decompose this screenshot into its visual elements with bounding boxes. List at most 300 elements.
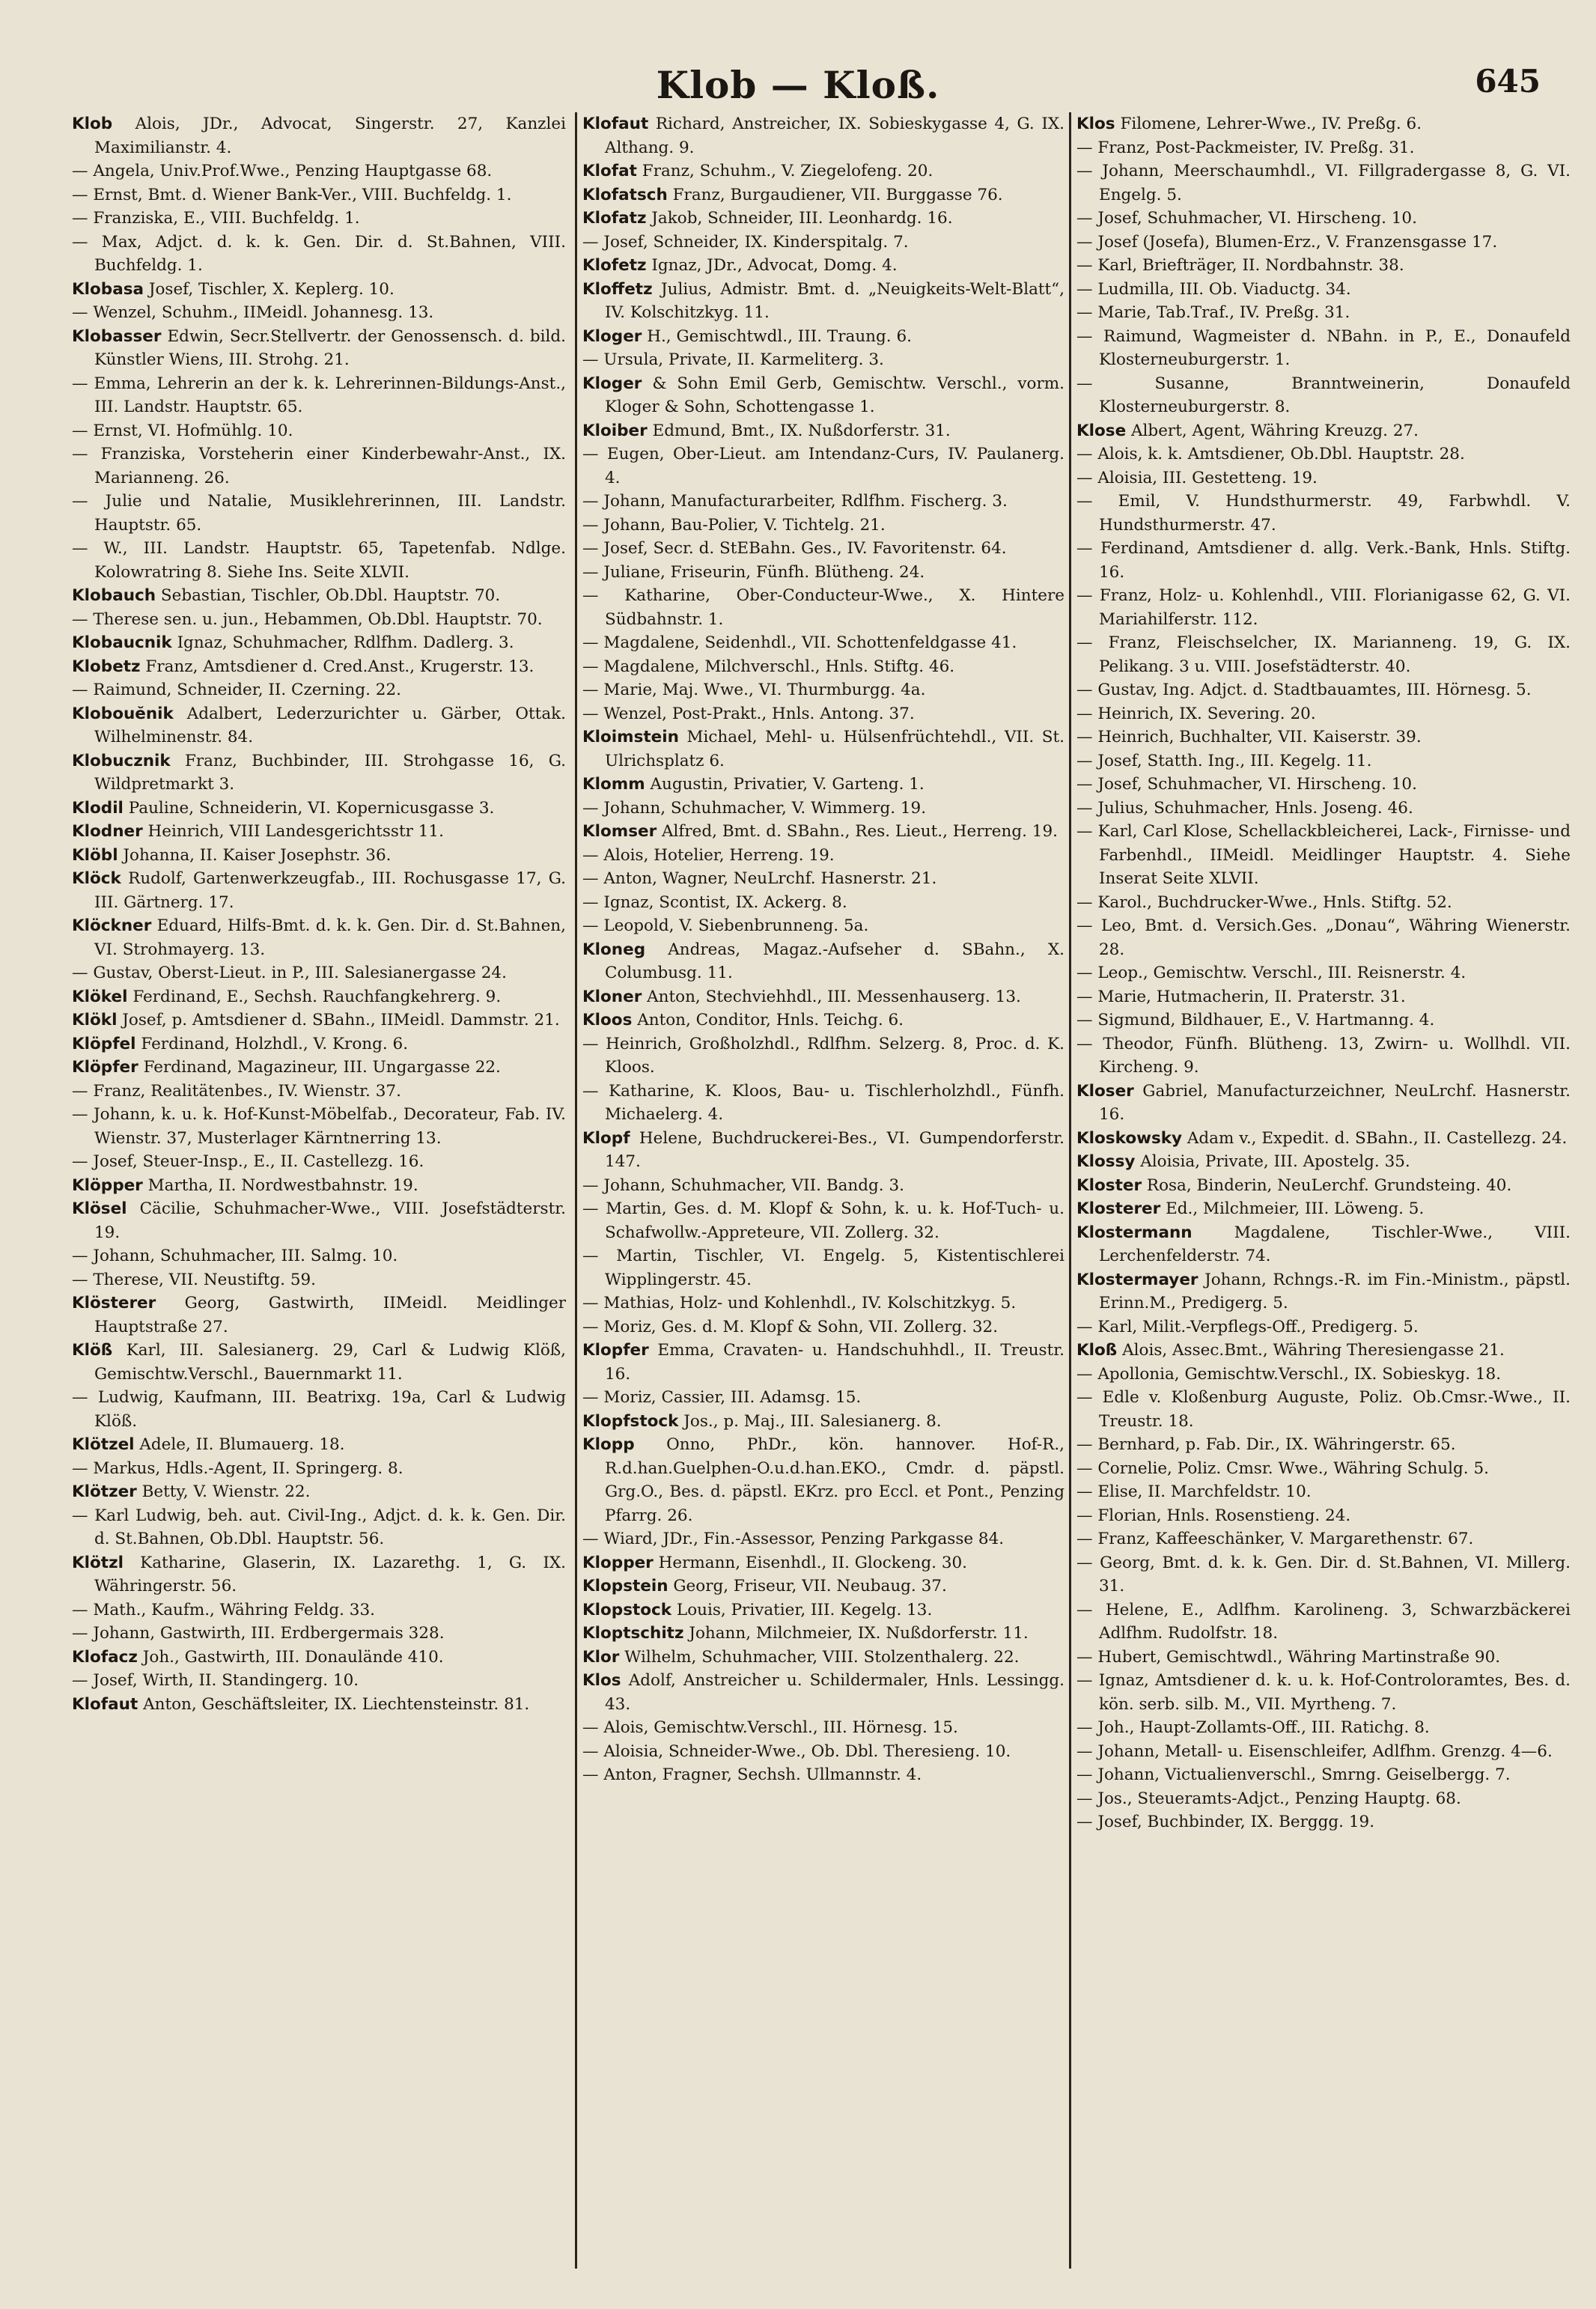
directory-entry: [72, 702, 566, 749]
entry-details: — Johann, Manufacturarbeiter, Rdlfhm. Fischerg. 3.: [582, 492, 1008, 511]
entry-details: — Wiard, JDr., Fin.-Assessor, Penzing Parkgasse 84.: [582, 1530, 1005, 1548]
directory-entry: [582, 820, 1064, 844]
directory-entry: [1076, 1646, 1571, 1670]
entry-surname: Klobaucnik: [72, 633, 172, 652]
directory-entry: [1076, 1221, 1571, 1268]
directory-entry: [582, 914, 1064, 938]
entry-surname: Klopfer: [582, 1341, 649, 1360]
entry-surname: Klofatz: [582, 209, 647, 228]
directory-entry: [72, 797, 566, 821]
directory-entry: [72, 1646, 566, 1670]
directory-entry: [72, 301, 566, 325]
entry-details: — Elise, II. Marchfeldstr. 10.: [1076, 1482, 1312, 1501]
directory-entry: [72, 1244, 566, 1268]
entry-surname: Klofatsch: [582, 185, 668, 204]
entry-details: — Ernst, Bmt. d. Wiener Bank-Ver., VIII. Buchfeldg. 1.: [72, 185, 512, 204]
directory-entry: [1076, 1457, 1571, 1481]
entry-details: Josef, p. Amtsdiener d. SBahn., IIMeidl. Dammstr. 21.: [117, 1011, 560, 1029]
entry-details: — Marie, Hutmacherin, II. Praterstr. 31.: [1076, 987, 1406, 1006]
entry-details: H., Gemischtwdl., III. Traung. 6.: [642, 326, 912, 346]
directory-entry: [72, 584, 566, 608]
entry-details: — Angela, Univ.Prof.Wwe., Penzing Hauptgasse 68.: [72, 162, 493, 180]
directory-entry: [582, 1622, 1064, 1646]
entry-surname: Kloimstein: [582, 728, 679, 746]
directory-entry: [1076, 136, 1571, 160]
directory-entry: [72, 1433, 566, 1457]
entry-details: — Hubert, Gemischtwdl., Währing Martinstraße 90.: [1076, 1647, 1501, 1667]
directory-entry: [582, 1433, 1064, 1527]
directory-entry: [72, 159, 566, 183]
directory-entry: [582, 891, 1064, 915]
entry-details: — Raimund, Schneider, II. Czerning. 22.: [72, 681, 401, 699]
entry-details: — W., III. Landstr. Hauptstr. 65, Tapetenfab. Ndlge. Kolowratring 8. Siehe Ins. Seite XLVII.: [72, 539, 566, 582]
entry-details: Filomene, Lehrer-Wwe., IV. Preßg. 6.: [1115, 115, 1422, 133]
directory-entry: [582, 537, 1064, 561]
directory-entry: [1076, 1150, 1571, 1174]
entry-surname: Kloiber: [582, 421, 648, 440]
entry-details: — Leo, Bmt. d. Versich.Ges. „Donau“, Währing Wienerstr. 28.: [1076, 916, 1571, 959]
entry-details: Johanna, II. Kaiser Josephstr. 36.: [118, 845, 392, 865]
directory-entry: [582, 372, 1064, 419]
entry-details: — Franz, Kaffeeschänker, V. Margarethenstr. 67.: [1076, 1530, 1474, 1548]
entry-details: — Johann, Gastwirth, III. Erdbergermais 328.: [72, 1624, 445, 1643]
entry-details: Ferdinand, E., Sechsh. Rauchfangkehrerg. 9.: [127, 987, 502, 1006]
entry-surname: Klötzl: [72, 1553, 124, 1572]
entry-surname: Klofacz: [72, 1647, 138, 1667]
entry-details: Adele, II. Blumauerg. 18.: [134, 1435, 345, 1454]
entry-details: Helene, Buchdruckerei-Bes., VI. Gumpendorferstr. 147.: [605, 1128, 1064, 1171]
entry-surname: Klötzer: [72, 1482, 137, 1501]
directory-entry: [1076, 820, 1571, 891]
directory-entry: [72, 844, 566, 868]
directory-entry: [1076, 207, 1571, 231]
entry-details: Ignaz, JDr., Advocat, Domg. 4.: [646, 256, 898, 275]
directory-entry: [72, 914, 566, 961]
entry-surname: Kloster: [1076, 1175, 1142, 1195]
entry-details: — Karl Ludwig, beh. aut. Civil-Ing., Adjct. d. k. k. Gen. Dir. d. St.Bahnen, Ob.Dbl. Hauptstr. 56.: [72, 1506, 566, 1548]
directory-entry: [1076, 1386, 1571, 1433]
directory-entry: [582, 561, 1064, 585]
entry-details: & Sohn Emil Gerb, Gemischtw. Verschl., vorm. Kloger & Sohn, Schottengasse 1.: [605, 374, 1064, 416]
entry-details: Augustin, Privatier, V. Garteng. 1.: [645, 775, 925, 794]
entry-surname: Klopp: [582, 1435, 635, 1454]
directory-entry: [72, 1032, 566, 1056]
entry-details: — Karl, Milit.-Verpflegs-Off., Predigerg. 5.: [1076, 1317, 1419, 1336]
entry-details: Cäcilie, Schuhmacher-Wwe., VIII. Josefstädterstr. 19.: [94, 1199, 566, 1242]
entry-surname: Klöckner: [72, 916, 152, 935]
entry-surname: Klöpper: [72, 1175, 143, 1195]
entry-details: — Leop., Gemischtw. Verschl., III. Reisnerstr. 4.: [1076, 964, 1466, 982]
directory-entry: [582, 1669, 1064, 1716]
entry-details: — Franz, Post-Packmeister, IV. Preßg. 31.: [1076, 138, 1415, 157]
directory-entry: [1076, 490, 1571, 537]
directory-entry: [72, 183, 566, 207]
entry-details: Eduard, Hilfs-Bmt. d. k. k. Gen. Dir. d. St.Bahnen, VI. Strohmayerg. 13.: [94, 916, 566, 959]
entry-details: — Karl, Briefträger, II. Nordbahnstr. 38.: [1076, 256, 1404, 275]
directory-entry: [1076, 1787, 1571, 1811]
directory-entry: [1076, 678, 1571, 702]
entry-details: Martha, II. Nordwestbahnstr. 19.: [142, 1175, 418, 1195]
directory-entry: [72, 112, 566, 159]
entry-details: Franz, Burgaudiener, VII. Burggasse 76.: [667, 185, 1003, 204]
directory-entry: [582, 1032, 1064, 1080]
entry-details: — Florian, Hnls. Rosenstieng. 24.: [1076, 1506, 1351, 1525]
entry-details: Emma, Cravaten- u. Handschuhhdl., II. Treustr. 16.: [605, 1341, 1064, 1384]
directory-entry: [72, 1693, 566, 1717]
entry-details: — Cornelie, Poliz. Cmsr. Wwe., Währing Schulg. 5.: [1076, 1458, 1489, 1478]
directory-entry: [1076, 325, 1571, 372]
directory-entry: [1076, 725, 1571, 749]
entry-details: Louis, Privatier, III. Kegelg. 13.: [671, 1600, 933, 1619]
directory-entry: [582, 348, 1064, 372]
directory-entry: [582, 490, 1064, 514]
directory-entry: [72, 655, 566, 679]
entry-details: Franz, Schuhm., V. Ziegelofeng. 20.: [636, 162, 933, 180]
directory-entry: [582, 1551, 1064, 1575]
entry-surname: Klose: [1076, 421, 1127, 440]
entry-details: Jakob, Schneider, III. Leonhardg. 16.: [646, 209, 953, 228]
directory-entry: [1076, 631, 1571, 678]
entry-details: Pauline, Schneiderin, VI. Kopernicusgasse 3.: [123, 798, 495, 818]
running-head: Klob — Kloß.: [656, 63, 940, 107]
directory-entry: [582, 1174, 1064, 1198]
directory-entry: [1076, 442, 1571, 466]
entry-surname: Klofaut: [582, 115, 649, 133]
directory-entry: [72, 1150, 566, 1174]
entry-surname: Kloffetz: [582, 279, 653, 299]
entry-details: Karl, III. Salesianerg. 29, Carl & Ludwig Klöß, Gemischtw.Verschl., Bauernmarkt 11.: [94, 1341, 566, 1384]
entry-details: — Magdalene, Seidenhdl., VII. Schottenfeldgasse 41.: [582, 633, 1017, 652]
entry-details: — Martin, Ges. d. M. Klopf & Sohn, k. u. k. Hof-Tuch- u. Schafwollw.-Appreteure, VII. Zollerg. 32.: [582, 1199, 1064, 1242]
entry-details: — Mathias, Holz- und Kohlenhdl., IV. Kolschitzkyg. 5.: [582, 1294, 1017, 1312]
directory-entry: [582, 1292, 1064, 1315]
entry-details: Georg, Gastwirth, IIMeidl. Meidlinger Hauptstraße 27.: [94, 1294, 566, 1336]
directory-entry: [1076, 537, 1571, 584]
entry-details: Johann, Milchmeier, IX. Nußdorferstr. 11.: [683, 1624, 1029, 1643]
entry-details: — Alois, k. k. Amtsdiener, Ob.Dbl. Hauptstr. 28.: [1076, 445, 1465, 463]
entry-details: Ferdinand, Magazineur, III. Ungargasse 22.: [138, 1058, 501, 1077]
entry-details: Julius, Admistr. Bmt. d. „Neuigkeits-Welt-Blatt“, IV. Kolschitzkyg. 11.: [605, 279, 1064, 322]
entry-details: Richard, Anstreicher, IX. Sobieskygasse 4, G. IX. Althang. 9.: [605, 115, 1064, 157]
directory-entry: [582, 1244, 1064, 1292]
entry-surname: Klopstock: [582, 1600, 672, 1619]
entry-details: — Katharine, Ober-Conducteur-Wwe., X. Hintere Südbahnstr. 1.: [582, 586, 1064, 629]
entry-details: Johann, Rchngs.-R. im Fin.-Ministm., päpstl. Erinn.M., Predigerg. 5.: [1099, 1270, 1571, 1312]
entry-details: Anton, Stechviehhdl., III. Messenhauserg. 13.: [642, 987, 1021, 1006]
entry-details: — Marie, Tab.Traf., IV. Preßg. 31.: [1076, 303, 1350, 322]
entry-details: — Josef, Statth. Ing., III. Kegelg. 11.: [1076, 751, 1372, 770]
entry-details: — Johann, Victualienverschl., Smrng. Geiselbergg. 7.: [1076, 1765, 1511, 1784]
directory-entry: [72, 1080, 566, 1104]
column-3: [1076, 112, 1571, 2276]
entry-details: Heinrich, VIII Landesgerichtsstr 11.: [142, 822, 444, 841]
entry-details: — Ursula, Private, II. Karmeliterg. 3.: [582, 350, 884, 369]
entry-surname: Klöpfel: [72, 1034, 136, 1053]
directory-entry: [1076, 891, 1571, 915]
directory-entry: [72, 631, 566, 655]
directory-entry: [72, 537, 566, 584]
directory-entry: [582, 325, 1064, 349]
entry-details: — Heinrich, IX. Severing. 20.: [1076, 704, 1316, 723]
entry-details: — Ferdinand, Amtsdiener d. allg. Verk.-Bank, Hnls. Stiftg. 16.: [1076, 539, 1571, 582]
entry-details: Franz, Buchbinder, III. Strohgasse 16, G. Wildpretmarkt 3.: [94, 751, 566, 794]
entry-details: — Susanne, Branntweinerin, Donaufeld Klosterneuburgerstr. 8.: [1076, 374, 1571, 416]
directory-entry: [1076, 961, 1571, 985]
entry-surname: Klökel: [72, 987, 128, 1006]
entry-details: — Ignaz, Scontist, IX. Ackerg. 8.: [582, 892, 847, 912]
entry-details: — Johann, Metall- u. Eisenschleifer, Adlfhm. Grenzg. 4—6.: [1076, 1741, 1553, 1761]
entry-details: — Bernhard, p. Fab. Dir., IX. Währingerstr. 65.: [1076, 1435, 1456, 1454]
entry-details: — Heinrich, Buchhalter, VII. Kaiserstr. 39.: [1076, 728, 1422, 746]
entry-surname: Klobucznik: [72, 751, 171, 770]
entry-details: — Heinrich, Großholzhdl., Rdlfhm. Selzerg. 8, Proc. d. K. Kloos.: [582, 1034, 1064, 1077]
directory-entry: [1076, 1009, 1571, 1032]
entry-surname: Klöck: [72, 869, 121, 888]
directory-entry: [72, 1103, 566, 1150]
entry-details: — Karl, Carl Klose, Schellackbleicherei, Lack-, Firnisse- und Farbenhdl., IIMeidl. Meidlinger Hauptstr. 4. Siehe Inserat Seite XLVII.: [1076, 822, 1571, 888]
entry-details: Gabriel, Manufacturzeichner, NeuLrchf. Hasnerstr. 16.: [1099, 1081, 1571, 1124]
directory-entry: [582, 985, 1064, 1009]
entry-details: — Julius, Schuhmacher, Hnls. Joseng. 46.: [1076, 798, 1413, 818]
entry-details: — Helene, E., Adlfhm. Karolineng. 3, Schwarzbäckerei Adlfhm. Rudolfstr. 18.: [1076, 1600, 1571, 1643]
directory-entry: [582, 1763, 1064, 1787]
directory-entry: [1076, 1315, 1571, 1339]
entry-surname: Klostermayer: [1076, 1270, 1198, 1289]
directory-entry: [72, 490, 566, 537]
entry-surname: Klötzel: [72, 1435, 135, 1454]
directory-entry: [1076, 1740, 1571, 1764]
entry-details: — Josef, Schneider, IX. Kinderspitalg. 7.: [582, 232, 909, 252]
entry-details: Andreas, Magaz.-Aufseher d. SBahn., X. Columbusg. 11.: [605, 940, 1064, 982]
entry-surname: Klos: [1076, 115, 1115, 133]
directory-entry: [72, 1504, 566, 1551]
entry-surname: Klostermann: [1076, 1223, 1193, 1242]
directory-entry: [582, 159, 1064, 183]
entry-details: — Johann, Schuhmacher, VII. Bandg. 3.: [582, 1175, 904, 1195]
directory-entry: [582, 1575, 1064, 1598]
entry-surname: Klöpfer: [72, 1058, 138, 1077]
directory-entry: [72, 231, 566, 278]
entry-details: Adalbert, Lederzurichter u. Gärber, Ottak. Wilhelminenstr. 84.: [94, 704, 566, 746]
directory-entry: [72, 1551, 566, 1598]
entry-details: Edmund, Bmt., IX. Nußdorferstr. 31.: [647, 421, 951, 440]
directory-entry: [72, 372, 566, 419]
entry-details: Edwin, Secr.Stellvertr. der Genossensch. d. bild. Künstler Wiens, III. Strohg. 21.: [94, 326, 566, 369]
entry-details: — Josef, Secr. d. StEBahn. Ges., IV. Favoritenstr. 64.: [582, 539, 1007, 558]
entry-details: — Josef, Wirth, II. Standingerg. 10.: [72, 1671, 359, 1690]
entry-details: — Martin, Tischler, VI. Engelg. 5, Kistentischlerei Wipplingerstr. 45.: [582, 1247, 1064, 1289]
directory-entry: [72, 820, 566, 844]
entry-details: — Franz, Fleischselcher, IX. Marianneng. 19, G. IX. Pelikang. 3 u. VIII. Josefstädterstr. 40.: [1076, 633, 1571, 676]
entry-surname: Klor: [582, 1647, 620, 1667]
directory-entry: [582, 1386, 1064, 1410]
entry-details: Ignaz, Schuhmacher, Rdlfhm. Dadlerg. 3.: [171, 633, 514, 652]
entry-surname: Klöß: [72, 1341, 113, 1360]
entry-details: — Joh., Haupt-Zollamts-Off., III. Ratichg. 8.: [1076, 1718, 1430, 1737]
entry-details: Aloisia, Private, III. Apostelg. 35.: [1135, 1152, 1410, 1171]
entry-details: — Johann, Bau-Polier, V. Tichtelg. 21.: [582, 515, 886, 535]
entry-details: — Ludwig, Kaufmann, III. Beatrixg. 19a, Carl & Ludwig Klöß.: [72, 1388, 566, 1431]
directory-entry: [582, 183, 1064, 207]
directory-entry: [582, 797, 1064, 821]
entry-details: — Magdalene, Milchverschl., Hnls. Stiftg. 46.: [582, 657, 955, 676]
directory-entry: [72, 1598, 566, 1622]
directory-entry: [72, 1268, 566, 1292]
entry-details: Adam v., Expedit. d. SBahn., II. Castellezg. 24.: [1182, 1128, 1568, 1148]
entry-surname: Klob: [72, 115, 113, 133]
entry-details: — Josef, Schuhmacher, VI. Hirscheng. 10.: [1076, 775, 1417, 794]
entry-surname: Klopper: [582, 1553, 654, 1572]
directory-entry: [582, 1527, 1064, 1551]
entry-details: — Alois, Hotelier, Herreng. 19.: [582, 845, 835, 865]
directory-entry: [72, 1457, 566, 1481]
entry-details: — Moriz, Ges. d. M. Klopf & Sohn, VII. Zollerg. 32.: [582, 1317, 999, 1336]
entry-details: Michael, Mehl- u. Hülsenfrüchtehdl., VII. St. Ulrichsplatz 6.: [605, 728, 1064, 770]
directory-entry: [1076, 1763, 1571, 1787]
entry-details: Alois, Assec.Bmt., Währing Theresiengasse 21.: [1117, 1341, 1505, 1360]
entry-details: — Emil, V. Hundsthurmerstr. 49, Farbwhdl. V. Hundsthurmerstr. 47.: [1076, 492, 1571, 535]
entry-details: — Josef (Josefa), Blumen-Erz., V. Franzensgasse 17.: [1076, 232, 1498, 252]
directory-entry: [582, 1598, 1064, 1622]
entry-details: — Edle v. Kloßenburg Auguste, Poliz. Ob.Cmsr.-Wwe., II. Treustr. 18.: [1076, 1388, 1571, 1431]
directory-entry: [72, 985, 566, 1009]
directory-entry: [582, 1080, 1064, 1127]
entry-details: — Johann, k. u. k. Hof-Kunst-Möbelfab., Decorateur, Fab. IV. Wienstr. 37, Musterlager Kärntnerring 13.: [72, 1105, 566, 1148]
entry-details: — Therese, VII. Neustiftg. 59.: [72, 1270, 317, 1289]
entry-details: — Raimund, Wagmeister d. NBahn. in P., E., Donaufeld Klosterneuburgerstr. 1.: [1076, 326, 1571, 369]
entry-surname: Kloneg: [582, 940, 646, 959]
directory-entry: [582, 1197, 1064, 1244]
directory-entry: [582, 514, 1064, 538]
directory-entry: [72, 325, 566, 372]
directory-entry: [582, 725, 1064, 773]
directory-entry: [72, 1292, 566, 1339]
entry-details: Anton, Conditor, Hnls. Teichg. 6.: [632, 1011, 904, 1029]
directory-entry: [582, 231, 1064, 255]
directory-entry: [582, 419, 1064, 443]
directory-entry: [1076, 1480, 1571, 1504]
column-divider: [575, 112, 577, 2269]
entry-details: — Aloisia, Schneider-Wwe., Ob. Dbl. Theresieng. 10.: [582, 1741, 1011, 1761]
directory-entry: [72, 749, 566, 797]
entry-details: — Gustav, Ing. Adjct. d. Stadtbauamtes, III. Hörnesg. 5.: [1076, 681, 1532, 699]
entry-details: — Jos., Steueramts-Adjct., Penzing Hauptg. 68.: [1076, 1789, 1461, 1808]
entry-surname: Klökl: [72, 1011, 118, 1029]
entry-details: — Moriz, Cassier, III. Adamsg. 15.: [582, 1388, 862, 1407]
directory-entry: [1076, 702, 1571, 726]
directory-entry: [1076, 1127, 1571, 1151]
entry-details: — Emma, Lehrerin an der k. k. Lehrerinnen-Bildungs-Anst., III. Landstr. Hauptstr. 65.: [72, 374, 566, 416]
entry-details: — Ernst, VI. Hofmühlg. 10.: [72, 421, 293, 440]
entry-details: Wilhelm, Schuhmacher, VIII. Stolzenthalerg. 22.: [619, 1647, 1020, 1667]
entry-details: Alfred, Bmt. d. SBahn., Res. Lieut., Herreng. 19.: [657, 822, 1058, 841]
entry-details: — Math., Kaufm., Währing Feldg. 33.: [72, 1600, 375, 1619]
directory-entry: [1076, 278, 1571, 302]
directory-entry: [1076, 1268, 1571, 1315]
directory-entry: [72, 867, 566, 914]
entry-details: — Franz, Realitätenbes., IV. Wienstr. 37.: [72, 1081, 401, 1101]
entry-surname: Klofaut: [72, 1694, 138, 1714]
entry-surname: Klopstein: [582, 1577, 668, 1595]
directory-entry: [582, 278, 1064, 325]
entry-details: — Gustav, Oberst-Lieut. in P., III. Salesianergasse 24.: [72, 964, 507, 982]
directory-entry: [582, 631, 1064, 655]
directory-entry: [1076, 1504, 1571, 1528]
entry-details: — Wenzel, Schuhm., IIMeidl. Johannesg. 13.: [72, 303, 434, 322]
entry-details: Rudolf, Gartenwerkzeugfab., III. Rochusgasse 17, G. III. Gärtnerg. 17.: [94, 869, 566, 912]
directory-entry: [582, 867, 1064, 891]
directory-entry: [1076, 985, 1571, 1009]
directory-entry: [1076, 584, 1571, 631]
entry-surname: Klodil: [72, 798, 124, 818]
entry-details: — Franz, Holz- u. Kohlenhdl., VIII. Florianigasse 62, G. VI. Mariahilferstr. 112.: [1076, 586, 1571, 629]
entry-surname: Kloger: [582, 326, 642, 346]
entry-surname: Kloner: [582, 987, 642, 1006]
entry-details: — Franziska, E., VIII. Buchfeldg. 1.: [72, 209, 360, 228]
entry-details: — Marie, Maj. Wwe., VI. Thurmburgg. 4a.: [582, 681, 926, 699]
entry-surname: Kloser: [1076, 1081, 1134, 1101]
directory-entry: [1076, 1810, 1571, 1834]
directory-entry: [1076, 1527, 1571, 1551]
entry-surname: Klodner: [72, 822, 143, 841]
directory-entry: [1076, 372, 1571, 419]
entry-details: — Juliane, Friseurin, Fünfh. Blütheng. 24.: [582, 562, 925, 582]
directory-entry: [1076, 1080, 1571, 1127]
entry-details: Jos., p. Maj., III. Salesianerg. 8.: [678, 1411, 942, 1431]
entry-details: — Markus, Hdls.-Agent, II. Springerg. 8.: [72, 1458, 403, 1478]
entry-details: Alois, JDr., Advocat, Singerstr. 27, Kanzlei Maximilianstr. 4.: [94, 115, 566, 157]
entry-surname: Klobauch: [72, 586, 156, 605]
directory-entry: [1076, 159, 1571, 207]
directory-entry: [72, 1480, 566, 1504]
directory-entry: [1076, 1363, 1571, 1387]
entry-surname: Klos: [582, 1671, 621, 1690]
entry-details: Katharine, Glaserin, IX. Lazarethg. 1, G. IX. Währingerstr. 56.: [94, 1553, 566, 1595]
page-header: [0, 63, 1596, 108]
entry-details: — Karol., Buchdrucker-Wwe., Hnls. Stiftg. 52.: [1076, 892, 1452, 912]
entry-details: — Georg, Bmt. d. k. k. Gen. Dir. d. St.Bahnen, VI. Millerg. 31.: [1076, 1553, 1571, 1595]
entry-surname: Klobetz: [72, 657, 141, 676]
directory-entry: [72, 1197, 566, 1244]
entry-details: — Johann, Schuhmacher, V. Wimmerg. 19.: [582, 798, 927, 818]
directory-entry: [582, 844, 1064, 868]
entry-surname: Klofat: [582, 162, 637, 180]
entry-details: — Johann, Schuhmacher, III. Salmg. 10.: [72, 1247, 398, 1265]
entry-details: — Apollonia, Gemischtw.Verschl., IX. Sobieskyg. 18.: [1076, 1364, 1502, 1384]
directory-entry: [1076, 773, 1571, 797]
directory-entry: [72, 608, 566, 632]
directory-entry: [1076, 1716, 1571, 1740]
page-number: 645: [1475, 63, 1541, 100]
directory-entry: [582, 442, 1064, 490]
entry-surname: Klösel: [72, 1199, 127, 1218]
directory-entry: [582, 254, 1064, 278]
entry-details: Rosa, Binderin, NeuLerchf. Grundsteing. 40.: [1142, 1175, 1512, 1195]
entry-details: Sebastian, Tischler, Ob.Dbl. Hauptstr. 70.: [156, 586, 501, 605]
directory-entry: [72, 442, 566, 490]
directory-entry: [72, 278, 566, 302]
entry-surname: Kloptschitz: [582, 1624, 684, 1643]
entry-surname: Klomm: [582, 775, 645, 794]
entry-details: — Johann, Meerschaumhdl., VI. Fillgradergasse 8, G. VI. Engelg. 5.: [1076, 162, 1571, 204]
directory-entry: [1076, 1551, 1571, 1598]
directory-entry: [72, 1386, 566, 1433]
directory-entry: [1076, 797, 1571, 821]
directory-entry: [1076, 419, 1571, 443]
entry-details: — Alois, Gemischtw.Verschl., III. Hörnesg. 15.: [582, 1718, 958, 1737]
directory-entry: [582, 1009, 1064, 1032]
directory-entry: [1076, 1197, 1571, 1221]
